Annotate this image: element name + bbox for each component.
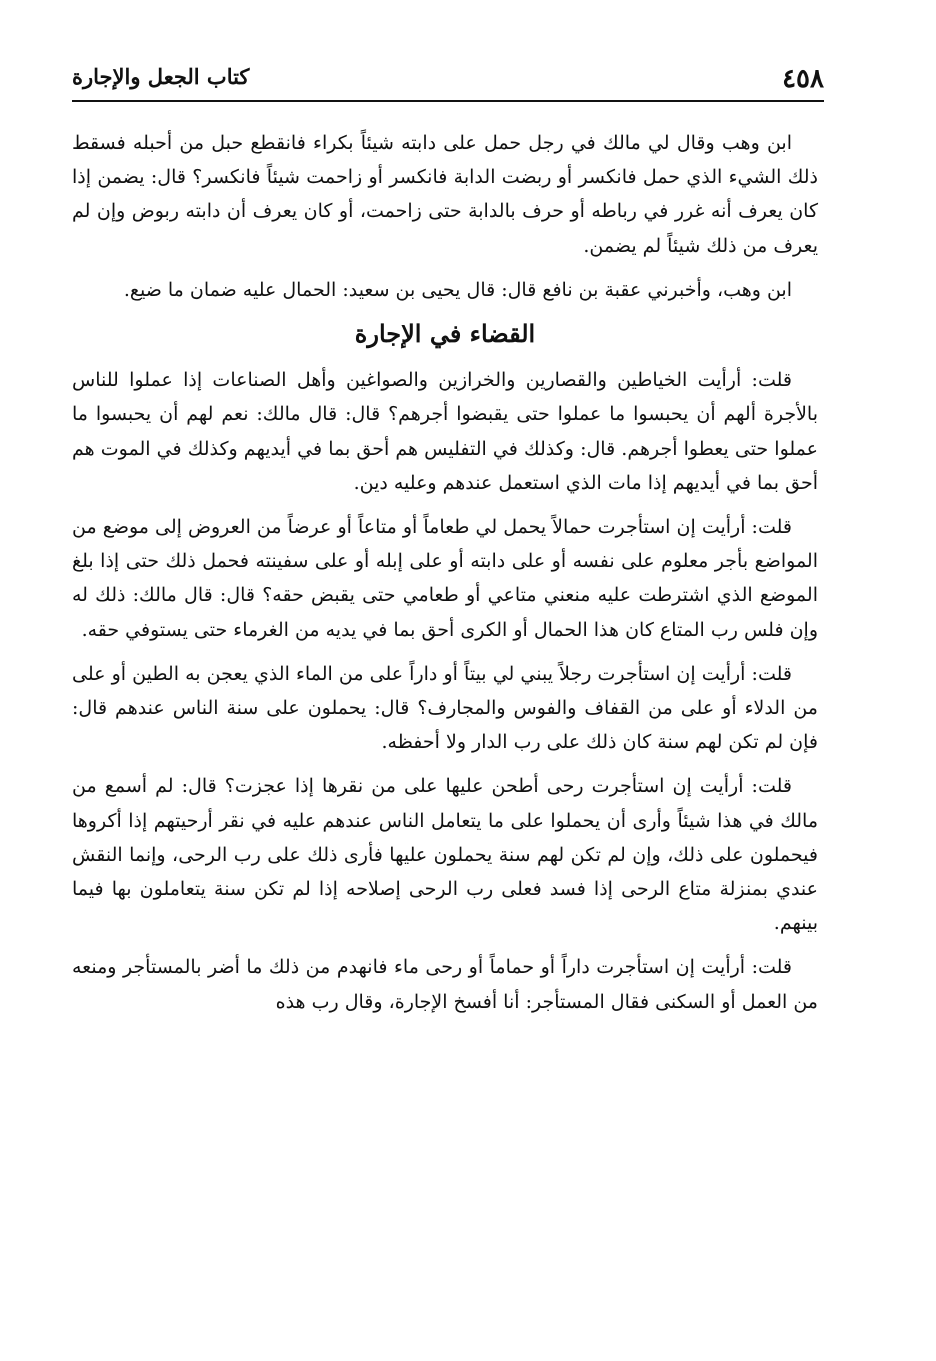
section-title: القضاء في الإجارة	[354, 319, 536, 349]
paragraph: ابن وهب وقال لي مالك في رجل حمل على دابته شيئاً بكراء فانقطع حبل من أحبله فسقط ذلك الشيء الذي حمل فانكسر أو ربضت الدابة فانكسر أو زاحمت شيئاً فانكسر؟ قال: يضمن إذا كان يعرف أنه غرر في رباطه أو حرف بالدابة حتى زاحمت، أو كان يعرف أن دابته ربوض وإن لم يعرف من ذلك شيئاً لم يضمن.	[72, 132, 818, 257]
page-header	[72, 60, 824, 102]
page-number: ٤٥٨	[782, 64, 824, 94]
paragraph: قلت: أرأيت الخياطين والقصارين والخرازين والصواغين وأهل الصناعات إذا عملوا للناس بالأجرة ألهم أن يحبسوا ما عملوا حتى يقبضوا أجرهم؟ قال: قال مالك: نعم لهم أن يحبسوا ما عملوا حتى يعطوا أجرهم. قال: وكذلك في التفليس هم أحق بما في أيديهم وكذلك في الموت هم أحق بما في أيديهم إذا مات الذي استعمل عندهم وعليه دين.	[72, 369, 818, 494]
running-title: كتاب الجعل والإجارة	[72, 64, 250, 89]
paragraph: قلت: أرأيت إن استأجرت رحى أطحن عليها على من نقرها إذا عجزت؟ قال: لم أسمع من مالك في هذا شيئاً وأرى أن يحملوا على ما يتعامل الناس عندهم عليه في نقر أرحيتهم إذا أكروها فيحملون على ذلك، وإن لم تكن لهم سنة يحملون عليها فأرى ذلك على رب الرحى، وإنما النقش عندي بمنزلة متاع الرحى إذا فسد فعلى رب الرحى إصلاحه إذا لم تكن سنة يتعاملون بها فيما بينهم.	[72, 775, 818, 935]
body-text	[72, 126, 818, 1029]
paragraph: قلت: أرأيت إن استأجرت داراً أو حماماً أو رحى ماء فانهدم من ذلك ما أضر بالمستأجر ومنعه من العمل أو السكنى فقال المستأجر: أنا أفسخ الإجارة، وقال رب هذه	[72, 956, 818, 1013]
paragraph: قلت: أرأيت إن استأجرت رجلاً يبني لي بيتاً أو داراً على من الماء الذي يعجن به الطين أو على من الدلاء أو على من القفاف والفوس والمجارف؟ قال: يحملون على سنة الناس عندهم قال: فإن لم تكن لهم سنة كان ذلك على رب الدار ولا أحفظه.	[72, 662, 818, 754]
paragraph: قلت: أرأيت إن استأجرت حمالاً يحمل لي طعاماً أو متاعاً أو عرضاً من العروض إلى موضع من المواضع بأجر معلوم على نفسه أو على دابته أو على إبله أو على سفينته فحمل ذلك حتى إذا بلغ الموضع الذي اشترطت عليه منعني متاعي أو طعامي حتى يقبض حقه؟ قال: قال مالك: ذلك له وإن فلس رب المتاع كان هذا الحمال أو الكرى أحق بما في يديه من الغرماء حتى يستوفي حقه.	[72, 516, 818, 641]
paragraph: ابن وهب، وأخبرني عقبة بن نافع قال: قال يحيى بن سعيد: الحمال عليه ضمان ما ضيع.	[123, 278, 792, 301]
